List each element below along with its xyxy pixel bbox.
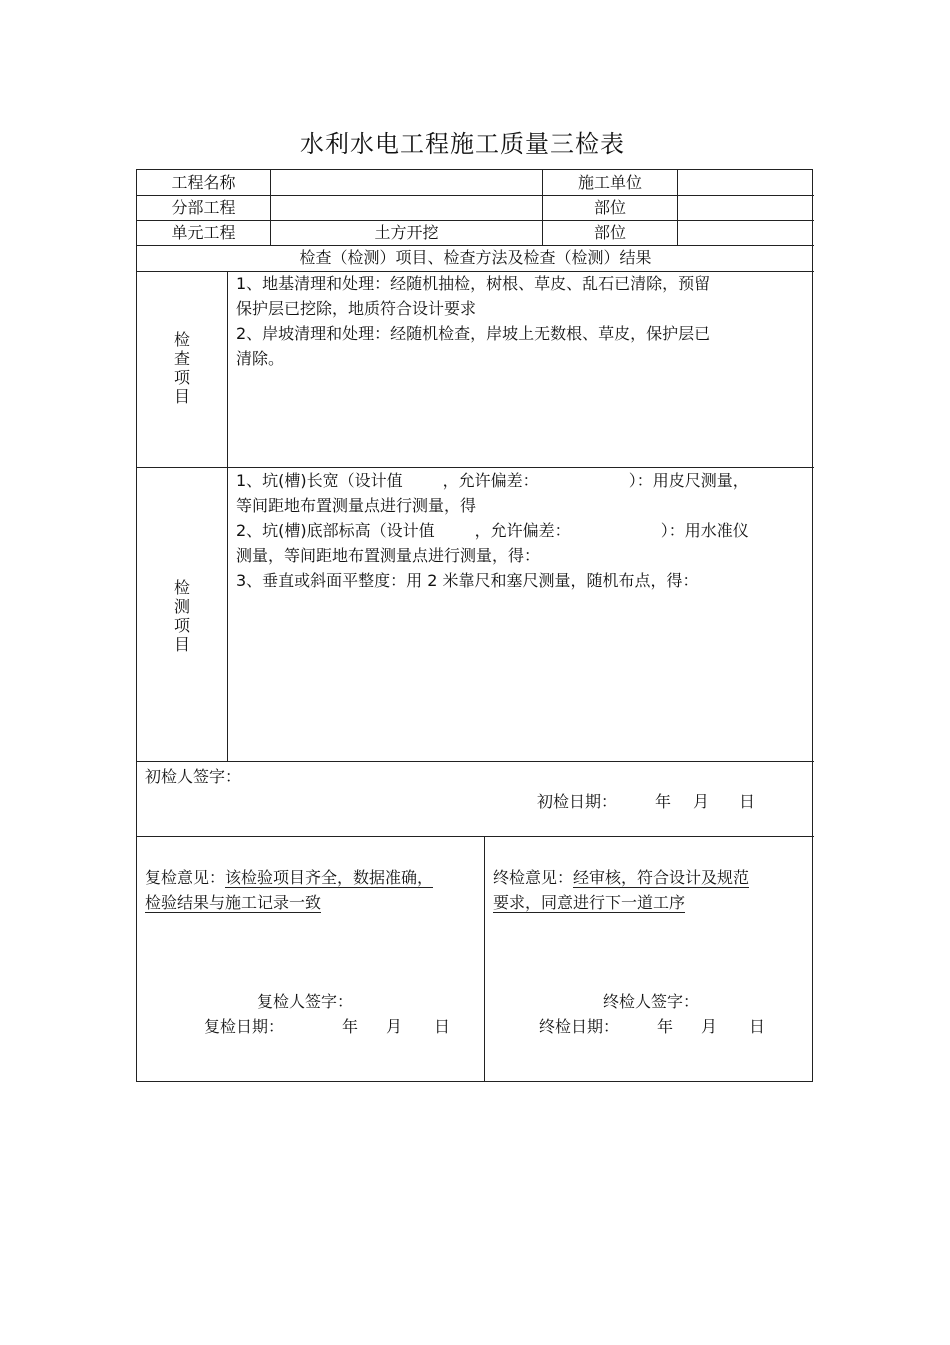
project-name-label: 工程名称 xyxy=(171,173,236,192)
row-divider xyxy=(137,761,814,762)
re-check-date: 复检日期： 年 月 日 xyxy=(204,1017,451,1036)
sub-project-label: 分部工程 xyxy=(171,198,236,217)
col-divider xyxy=(484,836,485,1082)
col-divider xyxy=(227,271,228,761)
part-label: 部位 xyxy=(593,198,626,217)
page-title: 水利水电工程施工质量三检表 xyxy=(300,130,625,158)
inspection-form-table xyxy=(136,169,813,1082)
testing-item-2: 2、坑(槽)底部标高（设计值 ，允许偏差： ）：用水准仪 xyxy=(236,521,749,540)
first-check-date: 初检日期： 年 月 日 xyxy=(537,792,756,811)
row-divider xyxy=(137,836,814,837)
contractor-label: 施工单位 xyxy=(577,173,642,192)
unit-project-label: 单元工程 xyxy=(171,223,236,242)
section-heading: 检查（检测）项目、检查方法及检查（检测）结果 xyxy=(299,248,652,267)
testing-items-label: 检 测 项 目 xyxy=(173,578,190,654)
unit-project-field[interactable]: 土方开挖 xyxy=(374,223,439,242)
col-divider xyxy=(677,170,678,245)
final-check-opinion: 终检意见：经审核，符合设计及规范 要求，同意进行下一道工序 xyxy=(493,868,750,912)
re-check-opinion: 复检意见：该检验项目齐全，数据准确， 检验结果与施工记录一致 xyxy=(145,868,434,912)
final-check-signature-label: 终检人签字： xyxy=(603,992,700,1011)
part-label: 部位 xyxy=(593,223,626,242)
re-check-signature-label: 复检人签字： xyxy=(257,992,354,1011)
inspection-items-content: 1、地基清理和处理：经随机抽检，树根、草皮、乱石已清除，预留 保护层已挖除，地质符合设计要求 2、岸坡清理和处理：经随机检查，岸坡上无数根、草皮，保护层已 清除。 xyxy=(236,274,711,368)
final-check-date: 终检日期： 年 月 日 xyxy=(539,1017,766,1036)
inspection-items-label: 检 查 项 目 xyxy=(173,330,190,406)
testing-item-1: 1、坑(槽)长宽（设计值 ，允许偏差： ）：用皮尺测量， xyxy=(236,471,749,490)
testing-items-content: 1、坑(槽)长宽（设计值 ，允许偏差： ）：用皮尺测量， 等间距地布置测量点进行测量，得 2、坑(槽)底部标高（设计值 ，允许偏差： ）：用水准仪 测量，等间距地布置测量点进行测量，得： 3、垂直或斜面平整度：用 2 米靠尺和塞尺测量，随机布点，得： xyxy=(236,468,749,593)
first-check-signature-label: 初检人签字： xyxy=(145,767,242,786)
